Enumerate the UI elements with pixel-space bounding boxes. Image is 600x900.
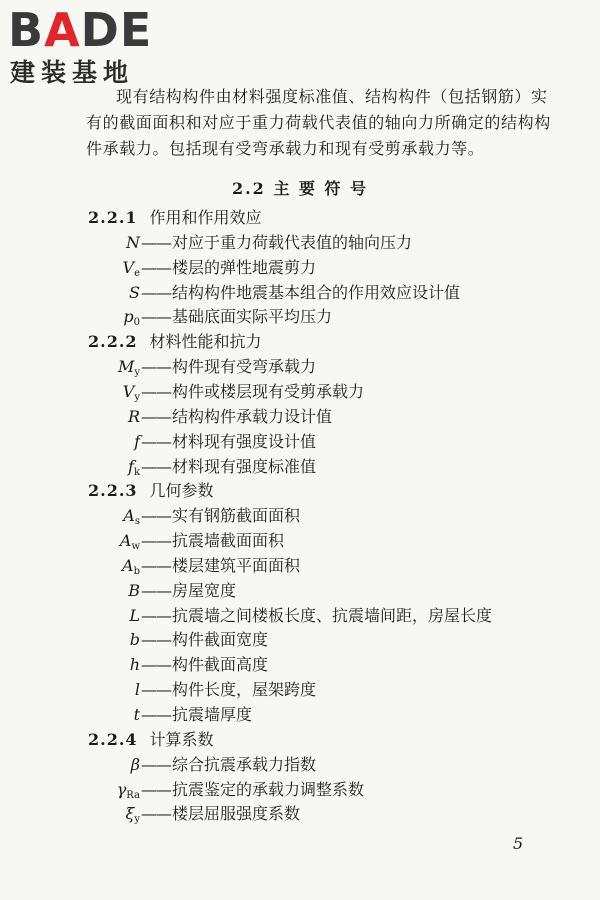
symbol-letter: L — [129, 605, 140, 625]
em-dash: —— — [141, 456, 171, 476]
category-title: 作用和作用效应 — [149, 208, 262, 227]
symbol — [116, 604, 140, 628]
symbol-subscript: y — [134, 367, 140, 379]
symbol-description: 楼层屈服强度系数 — [172, 804, 301, 824]
symbol-description: 构件现有受弯承载力 — [172, 357, 317, 377]
symbol-letter: t — [133, 705, 140, 724]
symbol-entry — [116, 653, 268, 677]
symbol-description: 抗震墙之间楼板长度、抗震墙间距，房屋长度 — [172, 605, 493, 625]
symbol-letter: A — [123, 506, 135, 526]
em-dash: —— — [141, 630, 171, 650]
symbol-entry — [116, 554, 300, 578]
symbol-description: 抗震墙截面面积 — [172, 531, 285, 551]
intro-paragraph — [86, 84, 556, 162]
symbol-letter: l — [134, 680, 140, 700]
symbol — [116, 678, 140, 702]
symbol-entry — [116, 604, 492, 628]
category-number: 2.2.1 — [88, 208, 138, 227]
symbol-description: 材料现有强度设计值 — [172, 431, 317, 451]
symbol-entry — [116, 529, 284, 553]
symbol-letter: N — [126, 232, 140, 252]
symbol-subscript: y — [134, 814, 140, 826]
symbol — [116, 405, 140, 429]
symbol — [116, 653, 140, 677]
em-dash: —— — [141, 257, 171, 277]
em-dash: —— — [141, 705, 171, 724]
symbol-description: 对应于重力荷载代表值的轴向压力 — [172, 232, 413, 252]
symbol — [116, 281, 140, 305]
intro-line: 件承载力。包括现有受弯承载力和现有受剪承载力等。 — [86, 139, 485, 158]
category-title: 材料性能和抗力 — [149, 332, 262, 352]
em-dash: —— — [141, 307, 171, 327]
em-dash: —— — [141, 779, 171, 799]
em-dash: —— — [141, 555, 171, 575]
em-dash: —— — [141, 754, 171, 774]
em-dash: —— — [141, 605, 171, 625]
em-dash: —— — [141, 680, 171, 700]
symbol-description: 楼层建筑平面面积 — [172, 555, 301, 575]
symbol-subscript: b — [133, 565, 140, 577]
category-number: 2.2.4 — [88, 729, 138, 749]
symbol-subscript: 0 — [133, 317, 140, 329]
symbol-letter: V — [122, 257, 135, 277]
symbol-letter: B — [128, 580, 140, 600]
em-dash: —— — [141, 381, 171, 401]
symbol-entry — [116, 281, 460, 305]
symbol-letter: b — [129, 630, 140, 650]
symbol-description: 房屋宽度 — [172, 580, 237, 600]
symbol — [116, 802, 140, 832]
symbol — [116, 579, 140, 603]
symbol-entry — [116, 778, 364, 802]
page-number: 5 — [513, 834, 524, 853]
symbol-subscript: Ra — [126, 789, 140, 801]
symbol-entry — [116, 628, 268, 652]
symbol-entry — [116, 231, 412, 255]
category-number: 2.2.3 — [88, 481, 138, 501]
logo-wordmark: BADE — [8, 3, 153, 57]
symbol-description: 楼层的弹性地震剪力 — [172, 257, 317, 277]
symbol-entry — [116, 430, 316, 454]
em-dash: —— — [141, 431, 171, 451]
intro-line: 现有结构构件由材料强度标准值、结构构件（包括钢筋）实 — [116, 87, 548, 106]
em-dash: —— — [141, 655, 171, 675]
symbol-description: 材料现有强度标准值 — [172, 456, 317, 476]
symbol-letter: R — [127, 406, 140, 426]
symbol-description: 构件截面宽度 — [172, 630, 269, 650]
symbol — [116, 628, 140, 652]
symbol-description: 抗震鉴定的承载力调整系数 — [172, 779, 365, 799]
symbol-description: 构件长度，屋架跨度 — [172, 680, 317, 700]
em-dash: —— — [141, 804, 171, 824]
symbol-description: 结构构件地震基本组合的作用效应设计值 — [172, 282, 461, 302]
symbol-letter: ξ — [125, 804, 135, 824]
symbol-letter: γ — [116, 779, 127, 799]
symbol-description: 实有钢筋截面面积 — [172, 506, 301, 526]
bade-logo — [8, 3, 183, 90]
symbol — [116, 430, 140, 454]
symbol — [116, 231, 140, 255]
category-heading — [88, 330, 262, 354]
em-dash: —— — [141, 406, 171, 426]
symbol-letter: f — [128, 456, 134, 476]
section-title: 2.2 主 要 符 号 — [231, 179, 369, 198]
symbol-letter: V — [122, 381, 135, 401]
symbol-entry — [116, 579, 236, 603]
symbol-entry — [116, 256, 316, 280]
symbol-letter: β — [130, 754, 140, 774]
category-heading — [88, 206, 262, 230]
symbol-entry — [116, 405, 332, 429]
symbol-entry — [116, 678, 316, 702]
symbol-description: 构件截面高度 — [172, 655, 269, 675]
symbol-subscript: w — [131, 541, 140, 553]
em-dash: —— — [141, 580, 171, 600]
symbol-description: 综合抗震承载力指数 — [172, 754, 317, 774]
symbol-entry — [116, 504, 300, 528]
symbol-letter: A — [122, 555, 134, 575]
symbol-entry — [116, 753, 316, 777]
symbol-entry — [116, 380, 364, 404]
symbol-letter: A — [119, 531, 132, 551]
symbol-letter: M — [117, 357, 135, 377]
symbol-letter: S — [129, 282, 140, 302]
symbol-description: 结构构件承载力设计值 — [172, 406, 333, 426]
symbol-description: 构件或楼层现有受剪承载力 — [172, 381, 365, 401]
symbol-subscript: s — [134, 516, 140, 528]
category-heading — [88, 479, 214, 503]
symbol-subscript: k — [133, 466, 140, 478]
symbol-entry — [116, 455, 316, 479]
symbol-description: 抗震墙厚度 — [172, 705, 253, 724]
logo-subtitle: 建装基地 — [10, 58, 135, 87]
symbol-letter: p — [123, 307, 134, 327]
em-dash: —— — [141, 232, 171, 252]
symbol-subscript: y — [134, 391, 140, 403]
em-dash: —— — [141, 531, 171, 551]
symbol-entry — [116, 355, 316, 379]
em-dash: —— — [141, 357, 171, 377]
category-number: 2.2.2 — [88, 332, 138, 352]
symbol-description: 基础底面实际平均压力 — [172, 307, 333, 327]
intro-line: 有的截面面积和对应于重力荷载代表值的轴向力所确定的结构构 — [86, 113, 551, 132]
symbol-entry — [116, 305, 332, 329]
symbol-letter: h — [129, 655, 140, 675]
em-dash: —— — [141, 282, 171, 302]
symbol — [116, 753, 140, 777]
category-title: 几何参数 — [149, 481, 214, 501]
symbol — [116, 703, 140, 727]
em-dash: —— — [141, 506, 171, 526]
symbol-letter: f — [134, 431, 140, 451]
category-title: 计算系数 — [149, 729, 214, 749]
symbol-entry — [116, 703, 252, 727]
symbol-entry — [116, 802, 300, 826]
symbol-subscript: e — [134, 267, 140, 279]
category-heading — [88, 728, 214, 752]
